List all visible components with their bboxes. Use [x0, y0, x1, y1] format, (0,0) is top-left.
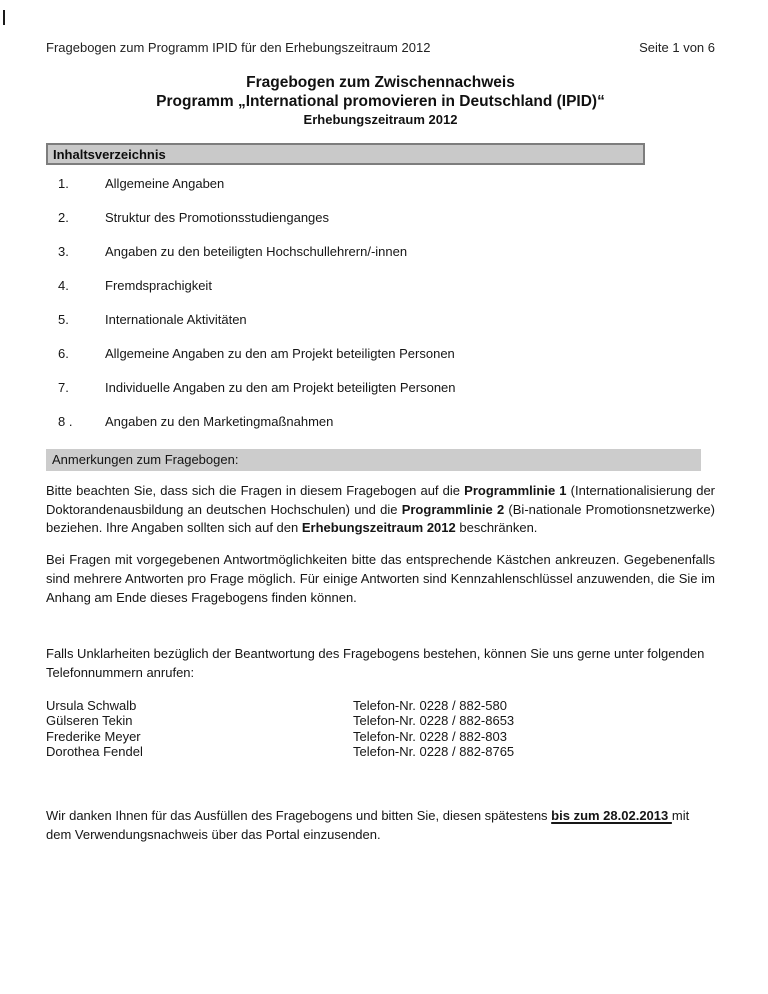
toc-heading: Inhaltsverzeichnis [46, 143, 645, 165]
toc-item-number: 1. [58, 176, 69, 191]
paragraph-answer-instructions: Bei Fragen mit vorgegebenen Antwortmöglichkeiten bitte das entsprechende Kästchen ankreuzen. Gegebenenfalls sind mehrere Antworten pro Frage möglich. Für einige Antworten sind Kennzahlenschlüssel anzuwenden, die Sie im Anhang am Ende dieses Fragebogens finden können. [46, 552, 715, 605]
toc-item [58, 381, 715, 395]
title-line-1: Fragebogen zum Zwischennachweis [246, 74, 515, 91]
paragraph-text: Bitte beachten Sie, dass sich die Fragen in diesem Fragebogen auf die [46, 483, 465, 498]
toc-item [58, 347, 715, 361]
toc-item-number: 4. [58, 278, 69, 293]
contact-row [46, 729, 715, 745]
toc-item-number: 6. [58, 346, 69, 361]
contact-row [46, 744, 715, 760]
contact-phone: Telefon-Nr. 0228 / 882-8653 [353, 713, 515, 729]
paragraph-text: (Internationalisierung der Doktorandenausbildung an deutschen Hochschulen) und die [46, 483, 716, 517]
toc-item-label: Angaben zu den beteiligten Hochschullehrern/-innen [105, 244, 408, 259]
toc-item-label: Internationale Aktivitäten [105, 312, 247, 327]
toc-list [46, 177, 715, 429]
title-line-2: Programm „International promovieren in Deutschland (IPID)“ [156, 93, 605, 110]
title-line-3: Erhebungszeitraum 2012 [303, 112, 458, 127]
closing-text: mit dem Verwendungsnachweis über das Portal einzusenden. [46, 807, 690, 842]
toc-item [58, 313, 715, 327]
programmlinie-1-emphasis: Programmlinie 1 [464, 483, 567, 498]
toc-item-label: Fremdsprachigkeit [105, 278, 212, 293]
deadline-emphasis: bis zum 28.02.2013 [551, 807, 672, 823]
document-title [46, 73, 715, 128]
toc-item [58, 245, 715, 259]
toc-item-number: 3. [58, 244, 69, 259]
toc-item [58, 211, 715, 225]
toc-item-number: 2. [58, 210, 69, 225]
contact-name: Ursula Schwalb [46, 697, 137, 713]
contact-list [46, 698, 715, 760]
page-number: Seite 1 von 6 [639, 40, 715, 55]
toc-item-label: Struktur des Promotionsstudienganges [105, 210, 330, 225]
closing-paragraph [46, 806, 715, 844]
toc-item-number: 5. [58, 312, 69, 327]
toc-item-number: 8 . [58, 414, 73, 429]
toc-item [58, 279, 715, 293]
header-document-label: Fragebogen zum Programm IPID für den Erhebungszeitraum 2012 [46, 40, 431, 55]
paragraph-contact-intro: Falls Unklarheiten bezüglich der Beantwortung des Fragebogens bestehen, können Sie uns gerne unter folgenden Telefonnummern anrufen: [46, 646, 705, 680]
toc-item [58, 415, 715, 429]
toc-item [58, 177, 715, 191]
contact-name: Gülseren Tekin [46, 713, 133, 729]
contact-row [46, 713, 715, 729]
contact-phone: Telefon-Nr. 0228 / 882-803 [353, 728, 507, 744]
paragraph-text: beschränken. [455, 520, 538, 536]
paragraph-text: (Bi-nationale Promotionsnetzwerke) beziehen. Ihre Angaben sollten sich auf den [46, 501, 715, 536]
contact-name: Dorothea Fendel [46, 744, 143, 760]
programmlinie-2-emphasis: Programmlinie 2 [401, 501, 505, 517]
erhebungszeitraum-emphasis: Erhebungszeitraum 2012 [301, 520, 456, 536]
scan-edge-artifact [3, 10, 5, 25]
paragraph-program-lines [46, 482, 715, 538]
notes-heading: Anmerkungen zum Fragebogen: [46, 449, 701, 471]
toc-item-label: Angaben zu den Marketingmaßnahmen [105, 414, 334, 429]
contact-phone: Telefon-Nr. 0228 / 882-8765 [353, 744, 515, 760]
toc-item-label: Individuelle Angaben zu den am Projekt beteiligten Personen [105, 380, 456, 395]
page-header [46, 0, 715, 55]
toc-item-label: Allgemeine Angaben zu den am Projekt beteiligten Personen [105, 346, 455, 361]
contact-phone: Telefon-Nr. 0228 / 882-580 [353, 697, 507, 713]
toc-item-label: Allgemeine Angaben [105, 176, 225, 191]
toc-item-number: 7. [58, 380, 69, 395]
contact-name: Frederike Meyer [46, 728, 141, 744]
contact-row [46, 698, 715, 714]
closing-text: Wir danken Ihnen für das Ausfüllen des Fragebogens und bitten Sie, diesen spätestens [46, 807, 552, 823]
